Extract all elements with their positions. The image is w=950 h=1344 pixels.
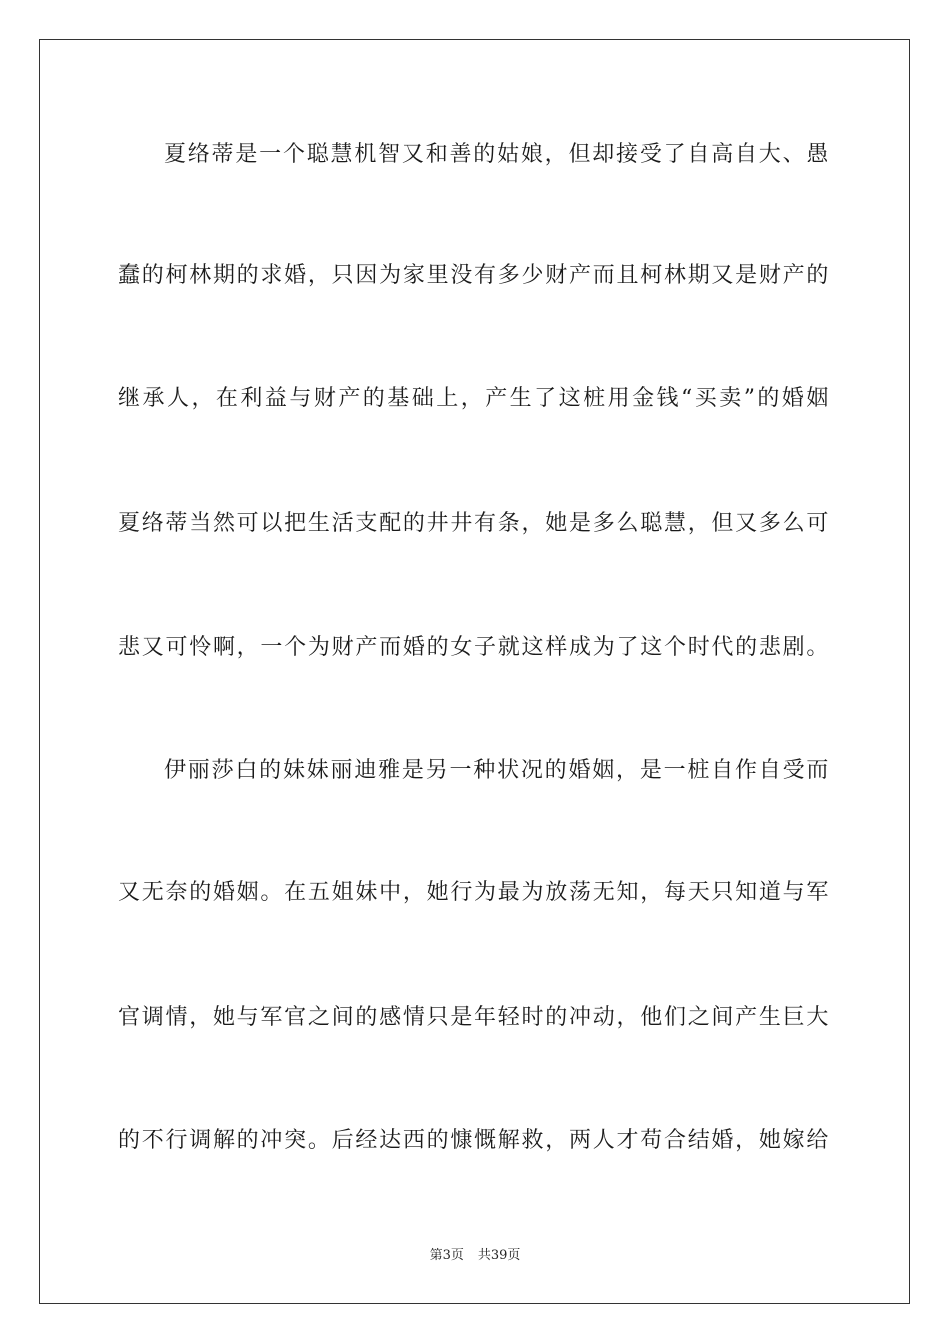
paragraph-line: 夏络蒂是一个聪慧机智又和善的姑娘，但却接受了自高自大、愚 [164, 142, 830, 167]
paragraph-line: 继承人，在利益与财产的基础上，产生了这桩用金钱“买卖”的婚姻 [118, 386, 830, 411]
paragraph-line: 又无奈的婚姻。在五姐妹中，她行为最为放荡无知，每天只知道与军 [118, 880, 830, 905]
page-total: 共39页 [477, 1248, 521, 1263]
page-footer [0, 1247, 950, 1265]
paragraph-line: 官调情，她与军官之间的感情只是年轻时的冲动，他们之间产生巨大 [118, 1005, 830, 1030]
paragraph-line: 悲又可怜啊，一个为财产而婚的女子就这样成为了这个时代的悲剧。 [118, 635, 830, 660]
page-border [39, 39, 910, 1304]
paragraph-line: 伊丽莎白的妹妹丽迪雅是另一种状况的婚姻，是一桩自作自受而 [164, 758, 830, 783]
paragraph-line: 蠢的柯林期的求婚，只因为家里没有多少财产而且柯林期又是财产的 [118, 263, 830, 288]
paragraph-line: 夏络蒂当然可以把生活支配的井井有条，她是多么聪慧，但又多么可 [118, 511, 830, 536]
paragraph-line: 的不行调解的冲突。后经达西的慷慨解救，两人才苟合结婚，她嫁给 [118, 1128, 830, 1153]
page-number: 第3页 [429, 1248, 464, 1263]
